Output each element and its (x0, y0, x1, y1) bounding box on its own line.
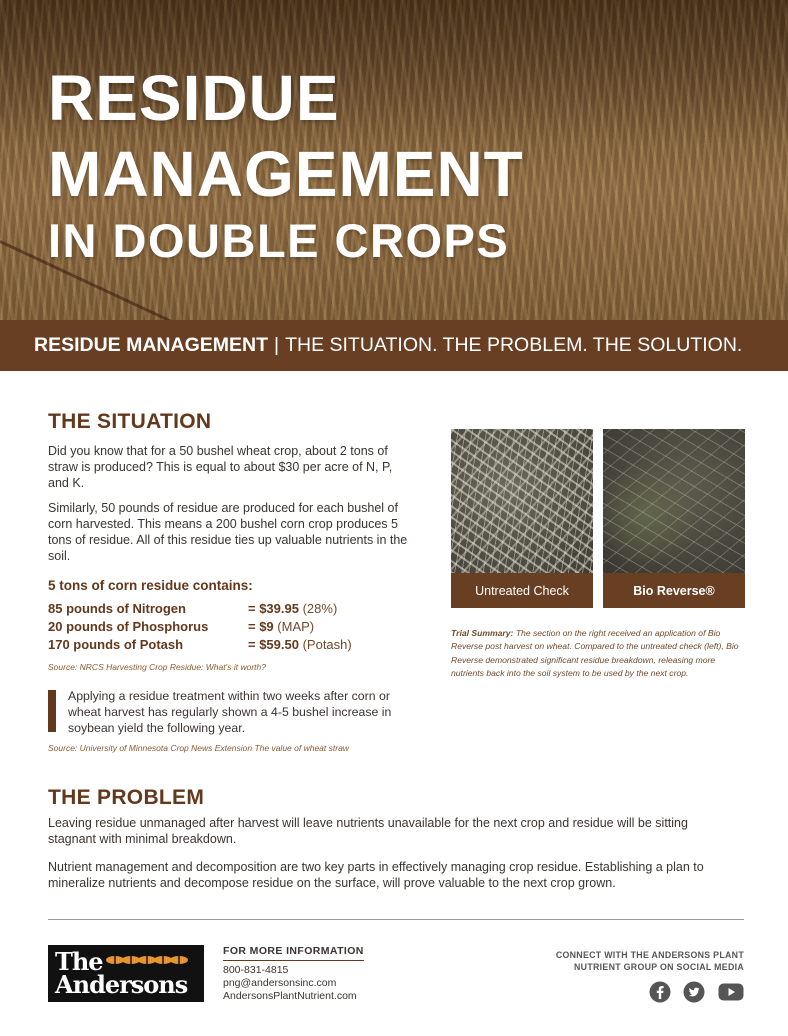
quote-accent-bar (48, 690, 56, 732)
nutrient-note: (Potash) (302, 637, 352, 652)
wheat-icon (103, 953, 193, 967)
nutrient-note: (MAP) (277, 619, 315, 634)
hero-title-line1: RESIDUE (48, 62, 340, 134)
nutrient-value: = $9 (248, 619, 274, 634)
hero-image (0, 0, 788, 320)
banner-separator: | (274, 334, 280, 356)
bio-reverse-photo (603, 429, 745, 573)
logo-text-line2: Andersons (55, 970, 188, 999)
nutrient-name: 20 pounds of Phosphorus (48, 619, 209, 634)
hero-title-line2: MANAGEMENT (48, 138, 524, 210)
nutrient-value: = $59.50 (248, 637, 299, 652)
logo-text-line1: The (55, 947, 103, 976)
source-citation-umn: Source: University of Minnesota Crop News Extension The value of wheat straw (48, 743, 349, 753)
nutrient-value-group (248, 637, 352, 652)
untreated-check-photo (451, 429, 593, 573)
connect-line-1: CONNECT WITH THE ANDERSONS PLANT (555, 950, 744, 960)
quote-text: Applying a residue treatment within two weeks after corn or wheat harvest has regularly shown a 4-5 bushel increase in soybean yield the following year. (68, 689, 392, 735)
source-citation-nrcs: Source: NRCS Harvesting Crop Residue: What's it worth? (48, 662, 266, 672)
more-info-heading: FOR MORE INFORMATION (223, 945, 364, 961)
problem-heading: THE PROBLEM (48, 786, 205, 809)
twitter-icon[interactable] (683, 981, 705, 1003)
trial-summary-label: Trial Summary: (451, 628, 514, 638)
situation-heading: THE SITUATION (48, 410, 212, 433)
andersons-logo[interactable] (48, 945, 204, 1002)
contact-email[interactable]: png@andersonsinc.com (223, 977, 337, 989)
nutrient-note: (28%) (302, 601, 338, 616)
nutrient-row-phosphorus (48, 619, 408, 637)
situation-paragraph-2: Similarly, 50 pounds of residue are produced for each bushel of corn harvested. This means a 200 bushel corn crop produces 5 tons of residue. All of this residue ties up valuable nutrients in the soil. (48, 501, 408, 563)
nutrient-value: = $39.95 (248, 601, 299, 616)
trial-summary-text: The section on the right received an application of Bio Reverse post harvest on wheat. Compared to the untreated check (left), Bio Reverse demonstrated significant residue breakdown, releasing more nutrients back into the soil system to be used by the next crop. (451, 628, 739, 679)
untreated-check-label: Untreated Check (451, 573, 593, 608)
nutrient-value-group (248, 601, 337, 616)
banner-bold-text: RESIDUE MANAGEMENT (34, 334, 269, 356)
residue-contains-title: 5 tons of corn residue contains: (48, 578, 253, 593)
banner-rest-text: THE SITUATION. THE PROBLEM. THE SOLUTION. (285, 334, 743, 356)
connect-social-text (556, 949, 744, 973)
contact-website[interactable]: AndersonsPlantNutrient.com (223, 990, 357, 1002)
situation-paragraph-1: Did you know that for a 50 bushel wheat crop, about 2 tons of straw is produced? This is equal to about $30 per acre of N, P, and K. (48, 444, 393, 490)
nutrient-name: 85 pounds of Nitrogen (48, 601, 186, 616)
nutrient-row-nitrogen (48, 601, 408, 619)
nutrient-value-group (248, 619, 314, 634)
problem-paragraph-1: Leaving residue unmanaged after harvest will leave nutrients unavailable for the next crop and residue will be sitting stagnant with minimal breakdown. (48, 816, 688, 846)
connect-line-2: NUTRIENT GROUP ON SOCIAL MEDIA (574, 962, 744, 972)
trial-summary (451, 627, 747, 681)
facebook-icon[interactable] (649, 981, 671, 1003)
youtube-icon[interactable] (718, 981, 744, 1003)
footer-divider (48, 919, 744, 920)
bio-reverse-label: Bio Reverse® (603, 573, 745, 608)
section-banner (0, 320, 788, 371)
nutrient-row-potash (48, 637, 408, 655)
nutrient-name: 170 pounds of Potash (48, 637, 184, 652)
contact-phone[interactable]: 800-831-4815 (223, 964, 289, 976)
hero-title-line3: IN DOUBLE CROPS (48, 214, 510, 267)
problem-paragraph-2: Nutrient management and decomposition are two key parts in effectively managing crop residue. Establishing a plan to mineralize nutrients and decompose residue on the surface, will prove valuable to the next crop grown. (48, 860, 704, 890)
